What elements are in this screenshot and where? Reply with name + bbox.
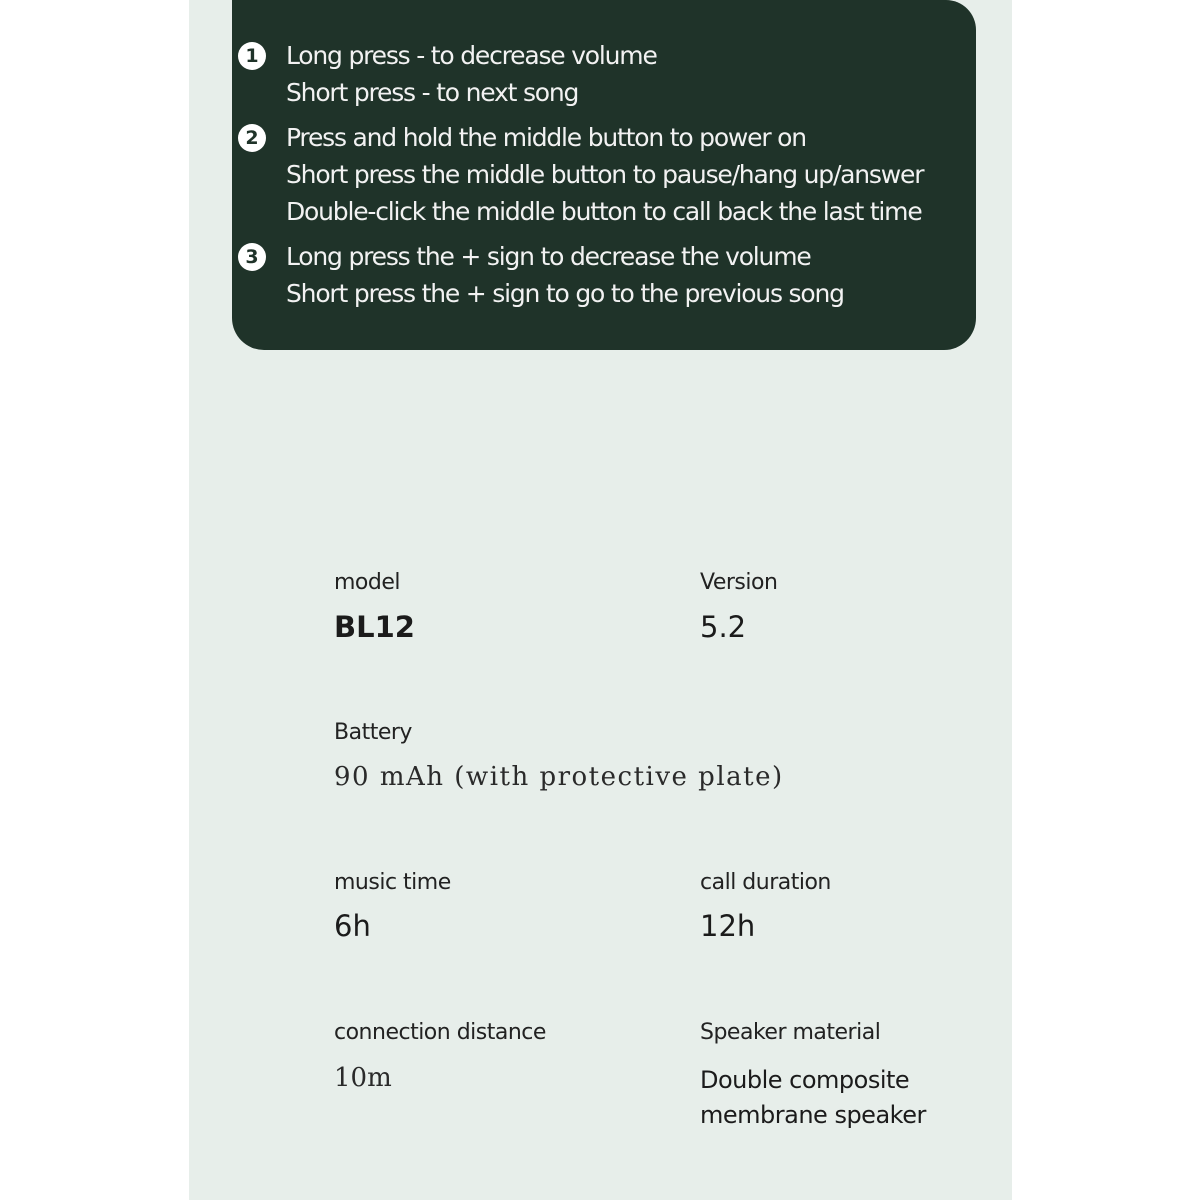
instructions-box xyxy=(232,0,976,350)
instruction-line: Double-click the middle button to call back the last time xyxy=(286,197,922,226)
instruction-line: Short press the middle button to pause/hang up/answer xyxy=(286,160,924,189)
battery-label: Battery xyxy=(334,720,412,745)
version-label: Version xyxy=(700,570,778,595)
version-value: 5.2 xyxy=(700,610,747,644)
speaker-material-value xyxy=(700,1063,926,1133)
speaker-material-line: membrane speaker xyxy=(700,1101,926,1129)
connection-distance-value: 10m xyxy=(334,1063,392,1093)
music-time-value: 6h xyxy=(334,909,371,943)
instruction-line: Short press the + sign to go to the previous song xyxy=(286,279,844,308)
model-value: BL12 xyxy=(334,610,415,644)
instruction-line: Short press - to next song xyxy=(286,78,579,107)
speaker-material-label: Speaker material xyxy=(700,1020,881,1045)
instruction-line: Press and hold the middle button to power on xyxy=(286,123,806,152)
instruction-line: Long press the + sign to decrease the volume xyxy=(286,242,811,271)
music-time-label: music time xyxy=(334,870,451,895)
model-label: model xyxy=(334,570,401,595)
connection-distance-label: connection distance xyxy=(334,1020,546,1045)
call-duration-label: call duration xyxy=(700,870,831,895)
step-number-badge: 2 xyxy=(238,124,266,152)
speaker-material-line: Double composite xyxy=(700,1066,910,1094)
battery-value: 90 mAh (with protective plate) xyxy=(334,762,784,792)
step-number-badge: 3 xyxy=(238,243,266,271)
call-duration-value: 12h xyxy=(700,909,756,943)
step-number-badge: 1 xyxy=(238,42,266,70)
instruction-line: Long press - to decrease volume xyxy=(286,41,657,70)
